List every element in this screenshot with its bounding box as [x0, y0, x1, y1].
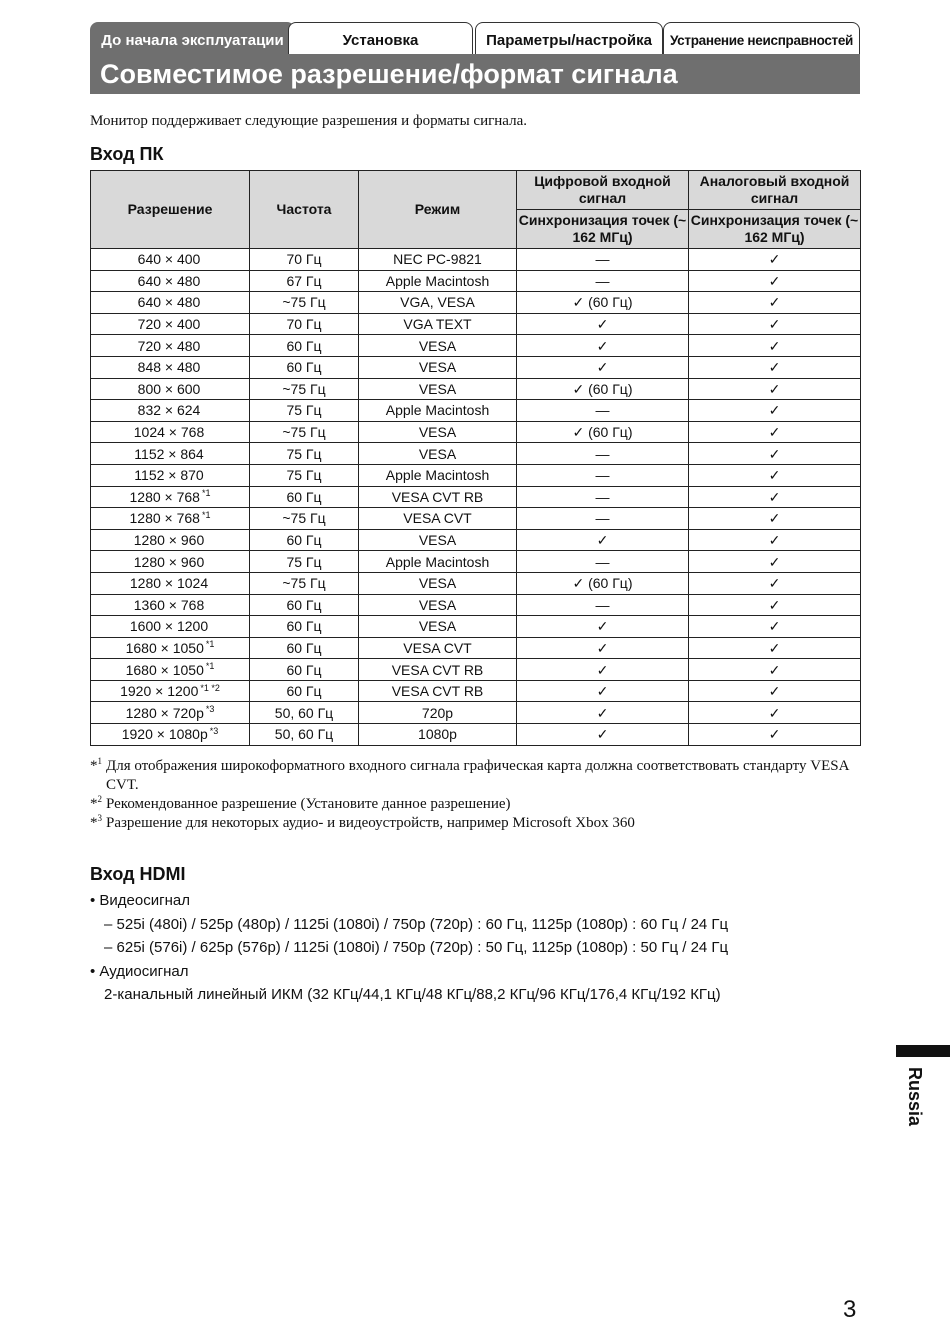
cell-analog: ✓ — [689, 335, 861, 357]
cell-analog: ✓ — [689, 356, 861, 378]
cell-resolution: 640 × 480 — [91, 270, 250, 292]
cell-digital: — — [517, 249, 689, 271]
cell-resolution: 640 × 400 — [91, 249, 250, 271]
cell-resolution: 1152 × 870 — [91, 464, 250, 486]
header-mode: Режим — [359, 171, 517, 249]
language-marker-bar — [896, 1045, 950, 1057]
cell-mode: VESA — [359, 356, 517, 378]
resolution-table — [90, 170, 861, 746]
cell-mode: VESA — [359, 421, 517, 443]
cell-analog: ✓ — [689, 616, 861, 638]
cell-resolution: 1024 × 768 — [91, 421, 250, 443]
table-row — [91, 464, 861, 486]
footnote-2-text: Рекомендованное разрешение (Установите данное разрешение) — [106, 796, 511, 812]
table-row — [91, 508, 861, 530]
cell-resolution: 1280 × 768 $^{*1}$ — [91, 508, 250, 530]
footnote-ref: *1 — [201, 488, 211, 499]
table-row — [91, 572, 861, 594]
cell-resolution: 720 × 400 — [91, 313, 250, 335]
cell-digital: ✓ — [517, 637, 689, 659]
table-row — [91, 421, 861, 443]
cell-analog: ✓ — [689, 659, 861, 681]
table-row — [91, 378, 861, 400]
cell-resolution: 1360 × 768 — [91, 594, 250, 616]
table-row — [91, 356, 861, 378]
table-row — [91, 702, 861, 724]
hdmi-heading: Вход HDMI — [90, 864, 186, 884]
cell-analog: ✓ — [689, 529, 861, 551]
footnote-3: *$^3$ Разрешение для некоторых аудио- и видеоустройств, например Microsoft Xbox 360 — [90, 813, 635, 831]
table-row — [91, 680, 861, 702]
cell-digital: — — [517, 400, 689, 422]
tab-troubleshooting[interactable]: Устранение неисправностей — [663, 22, 860, 54]
cell-frequency: 75 Гц — [250, 551, 359, 573]
footnote-ref: *1 — [205, 639, 215, 650]
cell-digital: ✓ — [517, 313, 689, 335]
hdmi-video-label: • Видеосигнал — [90, 892, 190, 909]
header-frequency: Частота — [250, 171, 359, 249]
cell-digital: ✓ — [517, 702, 689, 724]
cell-digital: ✓ (60 Гц) — [517, 572, 689, 594]
table-row — [91, 443, 861, 465]
cell-mode: VGA TEXT — [359, 313, 517, 335]
cell-mode: 720p — [359, 702, 517, 724]
language-label: Russia — [905, 1067, 925, 1127]
table-row — [91, 400, 861, 422]
cell-analog: ✓ — [689, 464, 861, 486]
hdmi-video-line: – 625i (576i) / 625p (576p) / 1125i (1080i) / 750p (720p) : 50 Гц, 1125p (1080p) : 50 Гц / 24 Гц — [104, 939, 729, 956]
cell-resolution: 1280 × 768 $^{*1}$ — [91, 486, 250, 508]
header-resolution: Разрешение — [91, 171, 250, 249]
cell-analog: ✓ — [689, 400, 861, 422]
footnote-ref: *1 *2 — [200, 682, 220, 693]
cell-mode: VESA — [359, 335, 517, 357]
cell-analog: ✓ — [689, 680, 861, 702]
cell-digital: — — [517, 551, 689, 573]
cell-mode: Apple Macintosh — [359, 270, 517, 292]
tab-before-use[interactable]: До начала эксплуатации — [90, 22, 295, 54]
header-analog: Аналоговый входной сигнал — [689, 171, 861, 210]
table-row — [91, 292, 861, 314]
footnote-2: *$^2$ Рекомендованное разрешение (Установите данное разрешение) — [90, 794, 511, 812]
footnote-ref: *1 — [205, 660, 215, 671]
cell-digital: ✓ — [517, 616, 689, 638]
cell-frequency: ~75 Гц — [250, 421, 359, 443]
cell-frequency: 75 Гц — [250, 400, 359, 422]
cell-analog: ✓ — [689, 486, 861, 508]
cell-analog: ✓ — [689, 270, 861, 292]
page-number: 3 — [843, 1296, 857, 1323]
cell-frequency: ~75 Гц — [250, 508, 359, 530]
cell-resolution: 1600 × 1200 — [91, 616, 250, 638]
cell-frequency: 70 Гц — [250, 313, 359, 335]
cell-resolution: 1920 × 1080p $^{*3}$ — [91, 724, 250, 746]
cell-mode: Apple Macintosh — [359, 551, 517, 573]
cell-analog: ✓ — [689, 292, 861, 314]
cell-digital: ✓ (60 Гц) — [517, 378, 689, 400]
cell-analog: ✓ — [689, 551, 861, 573]
cell-resolution: 1680 × 1050 $^{*1}$ — [91, 659, 250, 681]
cell-frequency: 70 Гц — [250, 249, 359, 271]
cell-resolution: 1920 × 1200 $^{*1 *2}$ — [91, 680, 250, 702]
cell-mode: VESA — [359, 616, 517, 638]
table-row — [91, 335, 861, 357]
cell-resolution: 800 × 600 — [91, 378, 250, 400]
footnote-3-text: Разрешение для некоторых аудио- и видеоустройств, например Microsoft Xbox 360 — [106, 815, 635, 831]
cell-analog: ✓ — [689, 313, 861, 335]
footnotes — [90, 757, 860, 833]
cell-analog: ✓ — [689, 443, 861, 465]
page-title: Совместимое разрешение/формат сигнала — [90, 54, 860, 94]
cell-digital: ✓ — [517, 529, 689, 551]
cell-resolution: 1280 × 960 — [91, 529, 250, 551]
table-row — [91, 249, 861, 271]
table-row — [91, 659, 861, 681]
table-row — [91, 551, 861, 573]
cell-frequency: ~75 Гц — [250, 292, 359, 314]
cell-frequency: 60 Гц — [250, 616, 359, 638]
cell-digital: — — [517, 508, 689, 530]
cell-analog: ✓ — [689, 249, 861, 271]
cell-digital: — — [517, 443, 689, 465]
cell-resolution: 1280 × 960 — [91, 551, 250, 573]
intro-text: Монитор поддерживает следующие разрешения и форматы сигнала. — [90, 113, 527, 129]
cell-mode: VESA CVT RB — [359, 680, 517, 702]
cell-frequency: 67 Гц — [250, 270, 359, 292]
table-row — [91, 616, 861, 638]
cell-mode: Apple Macintosh — [359, 464, 517, 486]
cell-analog: ✓ — [689, 724, 861, 746]
cell-digital: ✓ — [517, 659, 689, 681]
cell-analog: ✓ — [689, 702, 861, 724]
header-digital: Цифровой входной сигнал — [517, 171, 689, 210]
cell-mode: 1080p — [359, 724, 517, 746]
cell-frequency: 60 Гц — [250, 680, 359, 702]
cell-frequency: ~75 Гц — [250, 572, 359, 594]
cell-frequency: ~75 Гц — [250, 378, 359, 400]
cell-mode: VESA — [359, 529, 517, 551]
cell-resolution: 1280 × 1024 — [91, 572, 250, 594]
tab-settings[interactable]: Параметры/настройка — [475, 22, 663, 54]
cell-resolution: 720 × 480 — [91, 335, 250, 357]
cell-analog: ✓ — [689, 421, 861, 443]
cell-analog: ✓ — [689, 572, 861, 594]
cell-frequency: 60 Гц — [250, 356, 359, 378]
cell-mode: VGA, VESA — [359, 292, 517, 314]
footnote-ref: *1 — [201, 509, 211, 520]
cell-analog: ✓ — [689, 378, 861, 400]
cell-digital: ✓ (60 Гц) — [517, 292, 689, 314]
cell-mode: VESA CVT — [359, 637, 517, 659]
cell-frequency: 60 Гц — [250, 594, 359, 616]
section-tabs — [90, 22, 860, 54]
header-digital-dotclock: Синхронизация точек (~ 162 МГц) — [517, 210, 689, 249]
table-row — [91, 313, 861, 335]
cell-digital: — — [517, 486, 689, 508]
cell-mode: VESA — [359, 443, 517, 465]
footnote-1: *$^1$ Для отображения широкоформатного входного сигнала графическая карта должна соответствовать стандарту VESA CVT. — [90, 757, 860, 795]
cell-frequency: 50, 60 Гц — [250, 724, 359, 746]
cell-frequency: 75 Гц — [250, 464, 359, 486]
footnote-ref: *3 — [209, 725, 219, 736]
table-row — [91, 594, 861, 616]
hdmi-section — [90, 889, 860, 1007]
cell-mode: VESA CVT RB — [359, 659, 517, 681]
cell-frequency: 60 Гц — [250, 486, 359, 508]
cell-mode: NEC PC-9821 — [359, 249, 517, 271]
cell-digital: ✓ (60 Гц) — [517, 421, 689, 443]
cell-mode: VESA CVT — [359, 508, 517, 530]
cell-resolution: 1280 × 720p $^{*3}$ — [91, 702, 250, 724]
table-row — [91, 486, 861, 508]
cell-digital: ✓ — [517, 724, 689, 746]
cell-frequency: 75 Гц — [250, 443, 359, 465]
cell-frequency: 60 Гц — [250, 335, 359, 357]
footnote-1-text: Для отображения широкоформатного входного сигнала графическая карта должна соответствовать стандарту VESA CVT. — [106, 758, 849, 793]
cell-mode: Apple Macintosh — [359, 400, 517, 422]
cell-digital: ✓ — [517, 335, 689, 357]
cell-frequency: 60 Гц — [250, 637, 359, 659]
pc-input-heading: Вход ПК — [90, 144, 164, 164]
table-row — [91, 724, 861, 746]
cell-mode: VESA — [359, 378, 517, 400]
cell-frequency: 50, 60 Гц — [250, 702, 359, 724]
cell-digital: — — [517, 594, 689, 616]
table-row — [91, 637, 861, 659]
cell-mode: VESA — [359, 572, 517, 594]
table-row — [91, 270, 861, 292]
header-analog-dotclock: Синхронизация точек (~ 162 МГц) — [689, 210, 861, 249]
cell-mode: VESA — [359, 594, 517, 616]
cell-analog: ✓ — [689, 508, 861, 530]
hdmi-audio-text: 2-канальный линейный ИКМ (32 КГц/44,1 КГц/48 КГц/88,2 КГц/96 КГц/176,4 КГц/192 КГц) — [104, 986, 721, 1003]
cell-resolution: 1152 × 864 — [91, 443, 250, 465]
cell-digital: ✓ — [517, 680, 689, 702]
cell-resolution: 848 × 480 — [91, 356, 250, 378]
cell-analog: ✓ — [689, 637, 861, 659]
table-row — [91, 529, 861, 551]
cell-resolution: 640 × 480 — [91, 292, 250, 314]
cell-resolution: 1680 × 1050 $^{*1}$ — [91, 637, 250, 659]
cell-digital: — — [517, 270, 689, 292]
tab-installation[interactable]: Установка — [288, 22, 473, 54]
cell-mode: VESA CVT RB — [359, 486, 517, 508]
cell-analog: ✓ — [689, 594, 861, 616]
cell-digital: — — [517, 464, 689, 486]
cell-digital: ✓ — [517, 356, 689, 378]
hdmi-audio-label: • Аудиосигнал — [90, 962, 189, 980]
cell-frequency: 60 Гц — [250, 529, 359, 551]
cell-resolution: 832 × 624 — [91, 400, 250, 422]
footnote-ref: *3 — [205, 704, 215, 715]
cell-frequency: 60 Гц — [250, 659, 359, 681]
hdmi-video-line: – 525i (480i) / 525p (480p) / 1125i (1080i) / 750p (720p) : 60 Гц, 1125p (1080p) : 60 Гц / 24 Гц — [104, 915, 729, 933]
